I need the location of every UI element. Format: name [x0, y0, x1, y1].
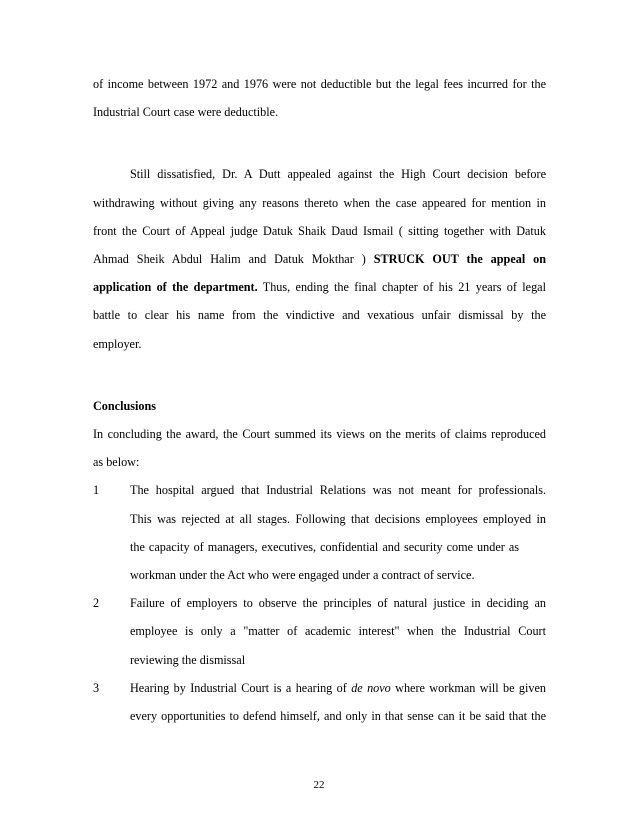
- italic-text-run: de novo: [351, 680, 391, 695]
- text-run: where workman will be given: [395, 680, 547, 695]
- list-item-number: 1: [93, 483, 100, 498]
- paragraph-line: [93, 279, 546, 295]
- list-item-line: Failure of employers to observe the principles of natural justice in deciding an: [130, 596, 546, 611]
- paragraph-line: Industrial Court case were deductible.: [93, 105, 279, 120]
- paragraph-line: In concluding the award, the Court summed its views on the merits of claims reproduced: [93, 427, 546, 441]
- text-run: Thus, ending the final chapter of his 21 years of legal: [262, 280, 546, 295]
- list-item-number: 2: [93, 596, 100, 611]
- section-heading: Conclusions: [93, 398, 156, 413]
- paragraph-line: employer.: [93, 336, 142, 351]
- bold-text-run: application of the department.: [93, 280, 258, 295]
- paragraph-line: [93, 251, 546, 267]
- list-item-line: The hospital argued that Industrial Relations was not meant for professionals.: [130, 483, 546, 498]
- list-item-line: the capacity of managers, executives, confidential and security come under as: [130, 539, 520, 554]
- paragraph-line: Still dissatisfied, Dr. A Dutt appealed against the High Court decision before: [130, 167, 546, 182]
- page-number: 22: [313, 779, 325, 791]
- paragraph-line: front the Court of Appeal judge Datuk Shaik Daud Ismail ( sitting together with Datuk: [93, 223, 546, 238]
- paragraph-line: of income between 1972 and 1976 were not deductible but the legal fees incurred for the: [93, 77, 546, 91]
- list-item-line: workman under the Act who were engaged under a contract of service.: [130, 568, 475, 582]
- list-item-line: reviewing the dismissal: [130, 652, 246, 667]
- list-item-line: This was rejected at all stages. Following that decisions employees employed in: [130, 511, 546, 526]
- paragraph-line: withdrawing without giving any reasons thereto when the case appeared for mention in: [93, 195, 546, 210]
- paragraph-line: as below:: [93, 455, 140, 470]
- text-run: Ahmad Sheik Abdul Halim and Datuk Mokthar ): [93, 252, 366, 266]
- list-item-number: 3: [93, 680, 100, 695]
- list-item-line: employee is only a "matter of academic interest" when the Industrial Court: [130, 624, 546, 639]
- list-item-line: [130, 680, 546, 696]
- bold-text-run: STRUCK OUT the appeal on: [373, 252, 547, 266]
- text-run: Hearing by Industrial Court is a hearing of: [130, 680, 347, 695]
- list-item-line: every opportunities to defend himself, and only in that sense can it be said that the: [130, 709, 546, 723]
- paragraph-line: battle to clear his name from the vindictive and vexatious unfair dismissal by the: [93, 308, 546, 323]
